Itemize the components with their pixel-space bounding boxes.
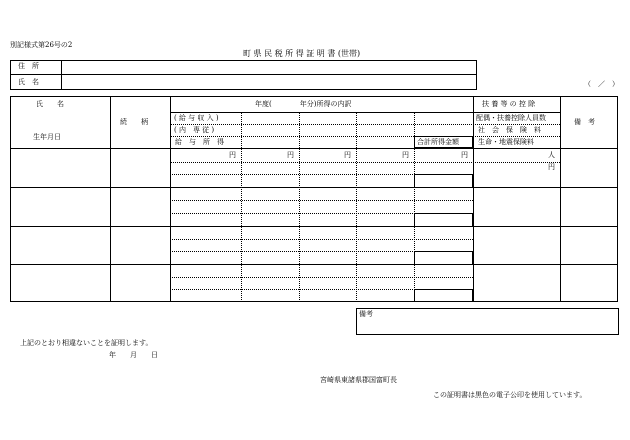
birthdate-column-header: 生年月日 xyxy=(33,133,61,141)
page-title: 町 県 民 税 所 得 証 明 書 (世帯) xyxy=(243,49,361,58)
unit-yen: 円 xyxy=(461,151,468,159)
unit-yen: 円 xyxy=(548,163,555,171)
remarks-box xyxy=(356,308,619,335)
dependents-label: 配偶・扶養控除人員数 xyxy=(476,114,546,122)
seal-note: この証明書は黒色の電子公印を使用しています。 xyxy=(433,391,587,399)
income-breakdown-header: 年度( 年分)所得の内訳 xyxy=(255,100,352,108)
total-income-cell xyxy=(414,251,473,265)
address-label: 住 所 xyxy=(18,62,39,70)
unit-yen: 円 xyxy=(344,151,351,159)
life-insurance-label: 生命・地震保険料 xyxy=(478,138,534,146)
salary-income-label: ( 給 与 収 入 ) xyxy=(174,114,219,122)
deductions-header: 扶 養 等 の 控 除 xyxy=(482,100,536,108)
remarks-column-header: 備 考 xyxy=(574,118,595,126)
date-line: 年 月 日 xyxy=(109,351,158,359)
total-income-cell xyxy=(414,289,473,302)
remarks-label: 備考 xyxy=(359,310,373,318)
issuer-name: 宮崎県東諸県郡国富町長 xyxy=(320,376,397,384)
page-mark: （ ／ ） xyxy=(584,80,619,88)
total-income-cell xyxy=(414,174,473,188)
salary-earnings-label: 給 与 所 得 xyxy=(175,138,224,146)
unit-yen: 円 xyxy=(229,151,236,159)
detail-label: ( 内 専 従 ) xyxy=(174,126,215,134)
total-income-cell xyxy=(414,213,473,227)
social-insurance-label: 社 会 保 険 料 xyxy=(478,126,541,134)
unit-yen: 円 xyxy=(287,151,294,159)
form-number: 別記様式第26号の2 xyxy=(10,41,73,49)
name-label: 氏 名 xyxy=(18,78,39,86)
unit-yen: 円 xyxy=(402,151,409,159)
relation-column-header: 続 柄 xyxy=(120,118,148,126)
certification-text: 上記のとおり相違ないことを証明します。 xyxy=(20,339,153,347)
unit-person: 人 xyxy=(548,151,555,159)
total-income-label: 合計所得金額 xyxy=(417,138,459,146)
name-column-header: 氏 名 xyxy=(36,100,64,108)
